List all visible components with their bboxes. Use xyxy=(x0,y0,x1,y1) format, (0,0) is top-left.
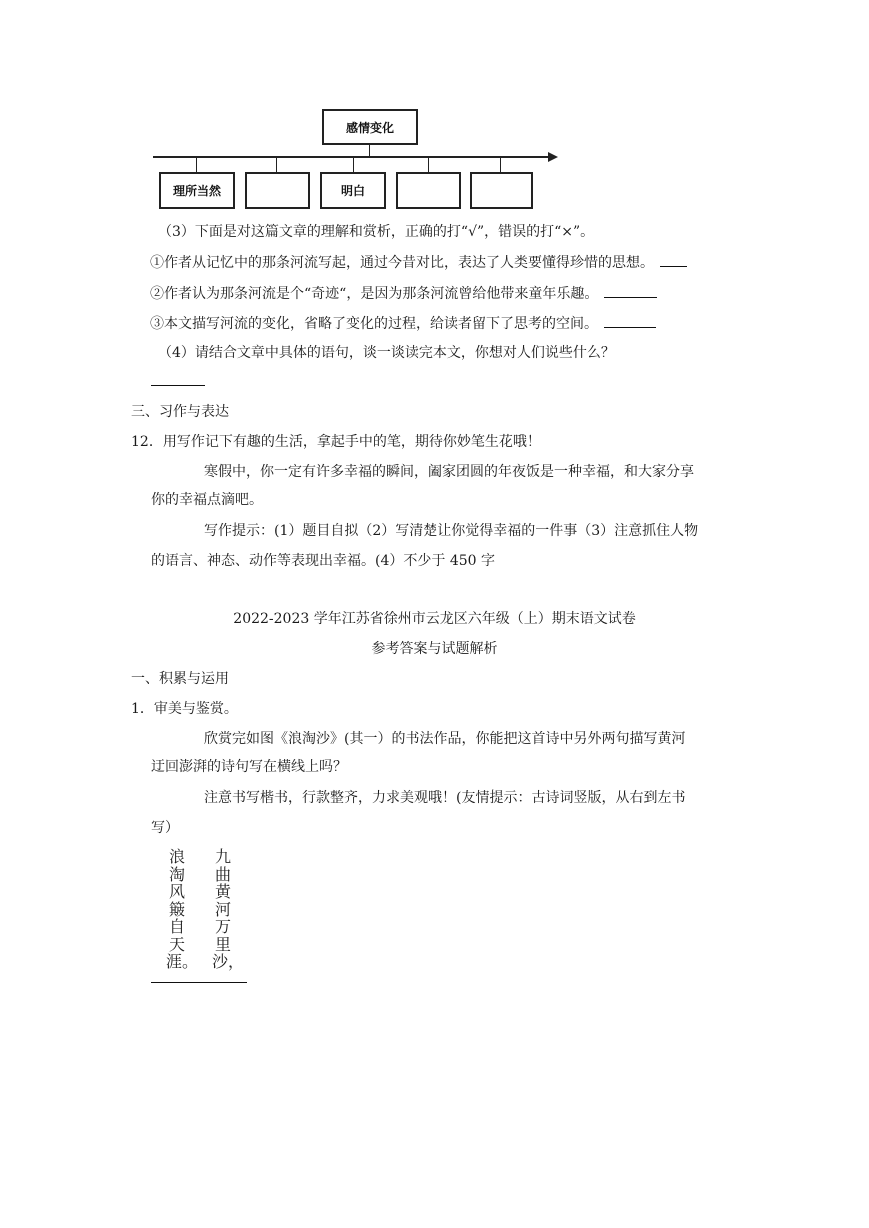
calligraphy-right-column: 九曲黄河万里沙， xyxy=(212,847,245,971)
q1-para2-line2: 写） xyxy=(151,820,179,836)
q12-para2-line1: 写作提示：(1）题目自拟（2）写清楚让你觉得幸福的一件事（3）注意抓住人物 xyxy=(204,523,699,539)
diagram-box-5 xyxy=(470,172,533,209)
q3-item-2-text: ②作者认为那条河流是个“奇迹“，是因为那条河流曾给他带来童年乐趣。 xyxy=(150,286,599,302)
q12-para1-line1: 寒假中，你一定有许多幸福的瞬间，阖家团圆的年夜饭是一种幸福，和大家分享 xyxy=(204,464,694,480)
diagram-top-box: 感情变化 xyxy=(322,109,418,145)
q3-item-1 xyxy=(150,252,687,273)
answer-blank[interactable] xyxy=(604,283,657,298)
q12-para1-line2: 你的幸福点滴吧。 xyxy=(151,492,263,508)
diagram-connector-5 xyxy=(500,157,501,172)
diagram-connector-3 xyxy=(353,157,354,172)
question-12: 12．用写作记下有趣的生活，拿起手中的笔，期待你妙笔生花哦！ xyxy=(131,434,541,450)
diagram-box-3: 明白 xyxy=(320,172,386,209)
q3-item-3-text: ③本文描写河流的变化，省略了变化的过程，给读者留下了思考的空间。 xyxy=(150,316,598,332)
diagram-arrow-axis xyxy=(150,150,560,166)
calligraphy-left-column: 浪淘风簸自天涯。 xyxy=(166,847,199,971)
answer-subtitle: 参考答案与试题解析 xyxy=(371,641,498,657)
diagram-box-4 xyxy=(396,172,461,209)
diagram-connector-4 xyxy=(428,157,429,172)
q3-item-2 xyxy=(150,283,657,304)
calligraphy-underline xyxy=(151,982,247,983)
section-1-heading: 一、积累与运用 xyxy=(131,671,229,687)
answer-blank[interactable] xyxy=(660,252,687,267)
q12-para2-line2: 的语言、神态、动作等表现出幸福。(4）不少于 450 字 xyxy=(151,553,495,569)
diagram-box-1: 理所当然 xyxy=(159,172,235,209)
answer-blank[interactable] xyxy=(604,313,656,328)
q1-para1-line2: 迂回澎湃的诗句写在横线上吗？ xyxy=(151,759,347,775)
answer-title: 2022-2023 学年江苏省徐州市云龙区六年级（上）期末语文试卷 xyxy=(233,611,636,627)
question-1: 1．审美与鉴赏。 xyxy=(131,701,238,717)
q1-para2-line1: 注意书写楷书，行款整齐，力求美观哦！(友情提示：古诗词竖版，从右到左书 xyxy=(204,790,686,806)
q4-answer-blank[interactable] xyxy=(151,385,205,386)
diagram-box-2 xyxy=(245,172,310,209)
q3-item-1-text: ①作者从记忆中的那条河流写起，通过今昔对比，表达了人类要懂得珍惜的思想。 xyxy=(150,255,654,271)
q3-item-3 xyxy=(150,313,656,334)
q1-para1-line1: 欣赏完如图《浪淘沙》(其一）的书法作品，你能把这首诗中另外两句描写黄河 xyxy=(204,731,686,747)
diagram-connector-1 xyxy=(196,157,197,172)
section-3-heading: 三、习作与表达 xyxy=(131,404,229,420)
q3-prompt: （3）下面是对这篇文章的理解和赏析，正确的打“√”，错误的打“×”。 xyxy=(158,224,595,240)
diagram-connector-2 xyxy=(276,157,277,172)
q4-prompt: （4）请结合文章中具体的语句，谈一谈读完本文，你想对人们说些什么？ xyxy=(158,345,615,361)
